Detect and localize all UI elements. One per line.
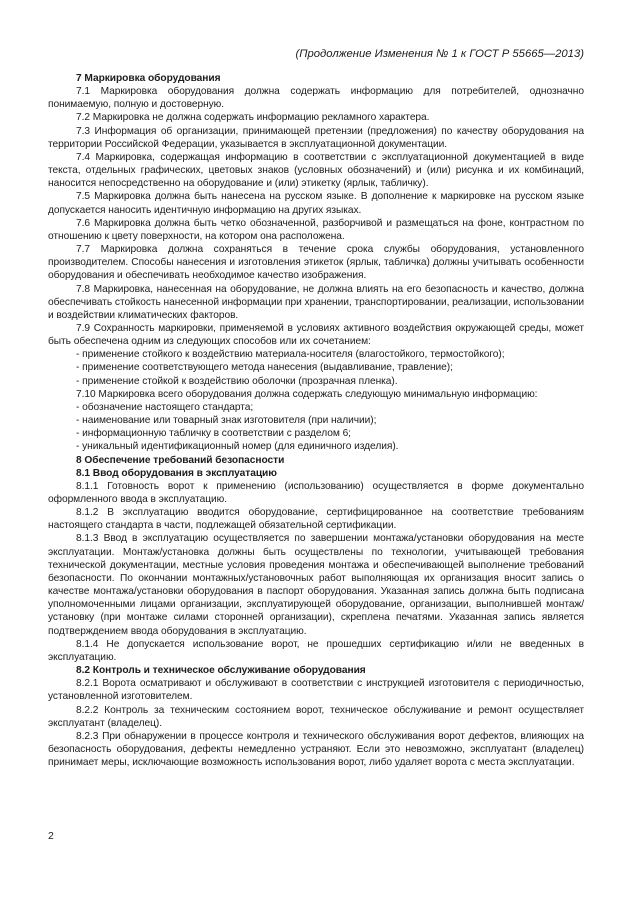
clause-paragraph: 8.1.2 В эксплуатацию вводится оборудование, сертифицированное на соответствие требованиям настоящего стандарта в части, подлежащей обязательной сертификации.: [48, 507, 584, 532]
page-number: 2: [48, 830, 54, 842]
clause-paragraph: 7.8 Маркировка, нанесенная на оборудование, не должна влиять на его безопасность и качество, должна обеспечивать стойкость нанесенной информации при хранении, транспортировании, реализации, использовании и воздействии климатических факторов.: [48, 283, 584, 321]
clause-paragraph: 8.1.4 Не допускается использование ворот, не прошедших сертификацию и/или не введенных в эксплуатацию.: [48, 638, 584, 663]
section-heading: 8.1 Ввод оборудования в эксплуатацию: [76, 467, 277, 479]
section-heading: 7 Маркировка оборудования: [76, 73, 221, 84]
clause-paragraph: - наименование или товарный знак изготовителя (при наличии);: [76, 415, 377, 427]
clause-paragraph: - применение соответствующего метода нанесения (выдавливание, травление);: [76, 362, 453, 374]
clause-paragraph: 8.1.1 Готовность ворот к применению (использованию) осуществляется в форме документально оформленного ввода в эксплуатацию.: [48, 480, 584, 505]
clause-paragraph: - применение стойкого к воздействию материала-носителя (влагостойкого, термостойкого);: [76, 349, 505, 361]
clause-paragraph: 8.2.1 Ворота осматривают и обслуживают в соответствии с инструкцией изготовителя с периодичностью, установленной изготовителем.: [48, 678, 584, 703]
clause-paragraph: 8.2.2 Контроль за техническим состоянием ворот, техническое обслуживание и ремонт осуществляет эксплуатант (владелец).: [48, 704, 584, 729]
clause-paragraph: 7.2 Маркировка не должна содержать информацию рекламного характера.: [76, 112, 430, 124]
clause-paragraph: 7.6 Маркировка должна быть четко обозначенной, разборчивой и размещаться на фоне, контрастном по отношению к цвету поверхности, на котором она расположена.: [48, 217, 584, 242]
clause-paragraph: 7.1 Маркировка оборудования должна содержать информацию для потребителей, однозначно понимаемую, полную и достоверную.: [48, 86, 584, 111]
clause-paragraph: 7.4 Маркировка, содержащая информацию в соответствии с эксплуатационной документацией в виде текста, отдельных графических, цветовых знаков (условных обозначений) и (или) рисунка и их комбинаций, наносится непосредственно на оборудование и (или) этикетку (ярлык, табличку).: [48, 151, 584, 190]
clause-paragraph: 7.10 Маркировка всего оборудования должна содержать следующую минимальную информацию:: [76, 388, 538, 400]
clause-paragraph: - обозначение настоящего стандарта;: [76, 401, 254, 413]
clause-paragraph: 7.7 Маркировка должна сохраняться в течение срока службы оборудования, установленного производителем. Способы нанесения и изготовления этикеток (ярлык, табличка) должны учитывать особенности оборудования и обеспечивать необходимое качество изображения.: [48, 244, 584, 282]
document-body: [48, 72, 584, 769]
clause-paragraph: 8.1.3 Ввод в эксплуатацию осуществляется по завершении монтажа/установки оборудования на месте эксплуатации. Монтаж/установка должны быть осуществлены по технологии, учитывающей требования технической документации, местные условия проведения монтажа и обеспечивающей выполнение требований безопасности. По окончании монтажных/установочных работ выполняющая их организация вносит запись о качестве монтажа/установки оборудования в паспорт оборудования. Указанная запись должна быть подписана уполномоченными лицами организации, эксплуатирующей оборудование, организации, выполнившей монтаж/установку (при монтаже силами сторонней организации), скреплена печатями. Указанная запись является подтверждением ввода оборудования в эксплуатацию.: [48, 533, 584, 637]
clause-paragraph: - уникальный идентификационный номер (для единичного изделия).: [76, 441, 399, 453]
clause-paragraph: 7.5 Маркировка должна быть нанесена на русском языке. В дополнение к маркировке на русском языке допускается наносить идентичную информацию на других языках.: [48, 191, 584, 216]
clause-paragraph: - применение стойкой к воздействию оболочки (прозрачная пленка).: [76, 375, 398, 387]
section-heading: 8.2 Контроль и техническое обслуживание оборудования: [76, 665, 366, 677]
clause-paragraph: 7.9 Сохранность маркировки, применяемой в условиях активного воздействия окружающей среды, может быть обеспечена одним из следующих способов или их сочетанием:: [48, 322, 584, 348]
section-heading: 8 Обеспечение требований безопасности: [76, 454, 285, 466]
clause-paragraph: - информационную табличку в соответствии с разделом 6;: [76, 428, 351, 440]
clause-paragraph: 8.2.3 При обнаружении в процессе контроля и технического обслуживания ворот дефектов, влияющих на безопасность оборудования, дефекты немедленно устраняют. Если это невозможно, эксплуатант (владелец) принимает меры, исключающие возможность использования ворот, либо удаляет ворота с места эксплуатации.: [48, 730, 584, 769]
clause-paragraph: 7.3 Информация об организации, принимающей претензии (предложения) по качеству оборудования на территории Российской Федерации, указывается в эксплуатационной документации.: [48, 125, 584, 150]
running-header: (Продолжение Изменения № 1 к ГОСТ Р 55665—2013): [295, 48, 584, 60]
